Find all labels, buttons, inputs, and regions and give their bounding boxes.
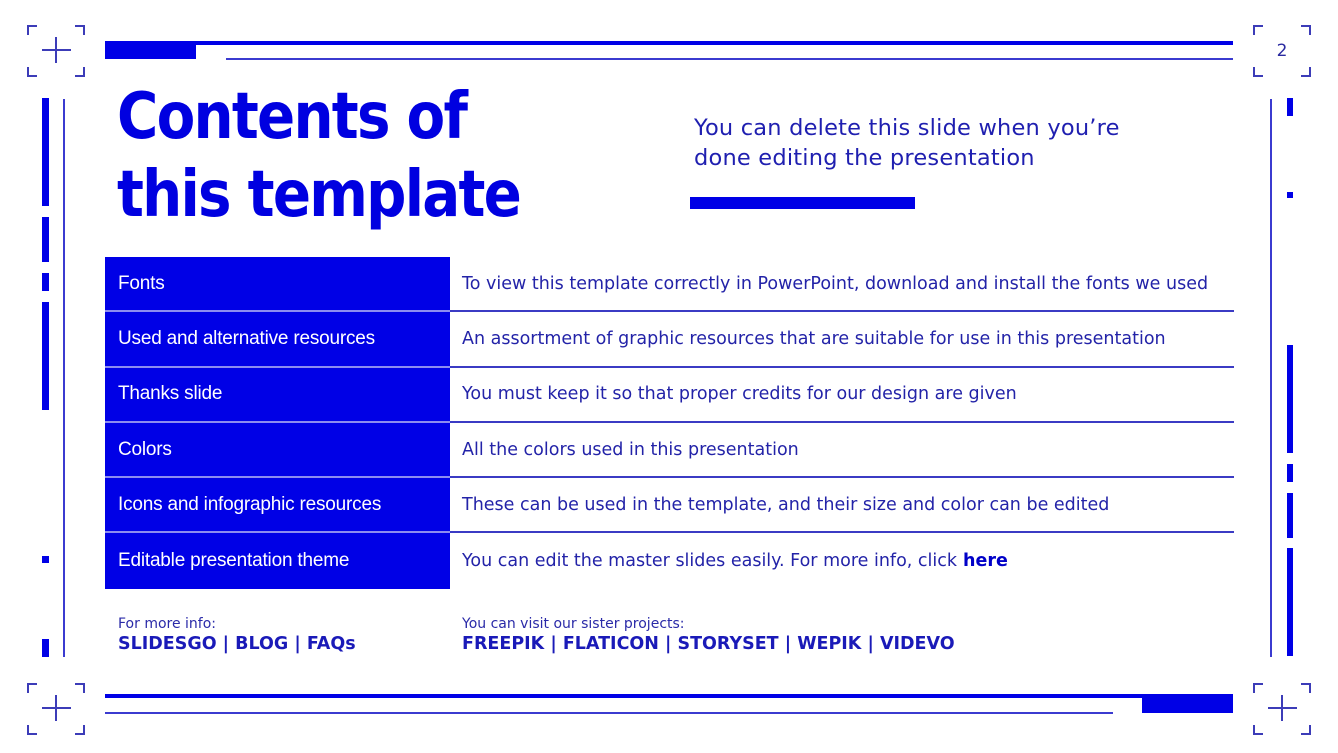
left-dot [42,556,49,563]
contents-table [105,257,1234,589]
sister-projects-label: You can visit our sister projects: [462,616,685,632]
row-label: Used and alternative resources [105,312,450,367]
page-number: 2 [1276,41,1288,61]
bottom-thin-line [105,712,1113,714]
table-row [105,533,1234,588]
table-row [105,257,1234,312]
row-description-text: You can edit the master slides easily. For more info, click [462,551,958,572]
bottom-accent-block [1142,694,1233,713]
link-separator: | [544,634,563,654]
right-dash [1287,345,1293,453]
row-description [450,533,1234,588]
corner-crosshair-top-left [27,25,85,77]
subtitle-underline-bar [690,197,915,209]
page-number-frame [1253,25,1311,77]
flaticon-link[interactable]: FLATICON [562,634,659,654]
sister-project-links [462,634,955,654]
right-dash [1287,98,1293,116]
row-description: To view this template correctly in PowerPoint, download and install the fonts we used [450,257,1234,312]
link-separator: | [861,634,880,654]
title-line-1: Contents of [117,80,467,154]
right-dot [1287,192,1293,198]
right-thin-line [1270,99,1272,657]
corner-crosshair-bottom-right [1253,683,1311,735]
here-link[interactable]: here [963,551,1008,572]
top-thin-line [226,58,1233,60]
right-dash [1287,548,1293,656]
table-row [105,423,1234,478]
left-dash [42,302,49,410]
link-separator: | [288,634,307,654]
row-description: An assortment of graphic resources that are suitable for use in this presentation [450,312,1234,367]
row-label: Editable presentation theme [105,533,450,588]
left-dash [42,98,49,206]
top-accent-block [105,41,196,59]
faqs-link[interactable]: FAQs [306,634,356,654]
row-label: Thanks slide [105,368,450,423]
table-row [105,478,1234,533]
title-line-2: this template [117,158,521,232]
row-label: Fonts [105,257,450,312]
storyset-link[interactable]: STORYSET [677,634,779,654]
right-dash [1287,464,1293,482]
left-dash [42,273,49,291]
videvo-link[interactable]: VIDEVO [879,634,955,654]
link-separator: | [658,634,678,654]
row-description: These can be used in the template, and their size and color can be edited [450,478,1234,533]
row-label: Colors [105,423,450,478]
row-description: You must keep it so that proper credits for our design are given [450,368,1234,423]
blog-link[interactable]: BLOG [235,634,289,654]
row-description: All the colors used in this presentation [450,423,1234,478]
link-separator: | [216,634,236,654]
more-info-links [118,634,356,654]
slidesgo-link[interactable]: SLIDESGO [118,634,217,654]
bottom-thick-line [105,694,1233,698]
page-title [117,78,520,234]
freepik-link[interactable]: FREEPIK [462,634,545,654]
more-info-label: For more info: [118,616,217,632]
corner-crosshair-bottom-left [27,683,85,735]
row-label: Icons and infographic resources [105,478,450,533]
table-row [105,368,1234,423]
link-separator: | [778,634,798,654]
right-dash [1287,493,1293,538]
left-dash [42,217,49,262]
top-thick-line [196,41,1233,45]
left-dash [42,639,49,657]
wepik-link[interactable]: WEPIK [797,634,862,654]
subtitle: You can delete this slide when you’re done editing the presentation [694,115,1120,171]
left-thin-line [63,99,65,657]
table-row [105,312,1234,367]
